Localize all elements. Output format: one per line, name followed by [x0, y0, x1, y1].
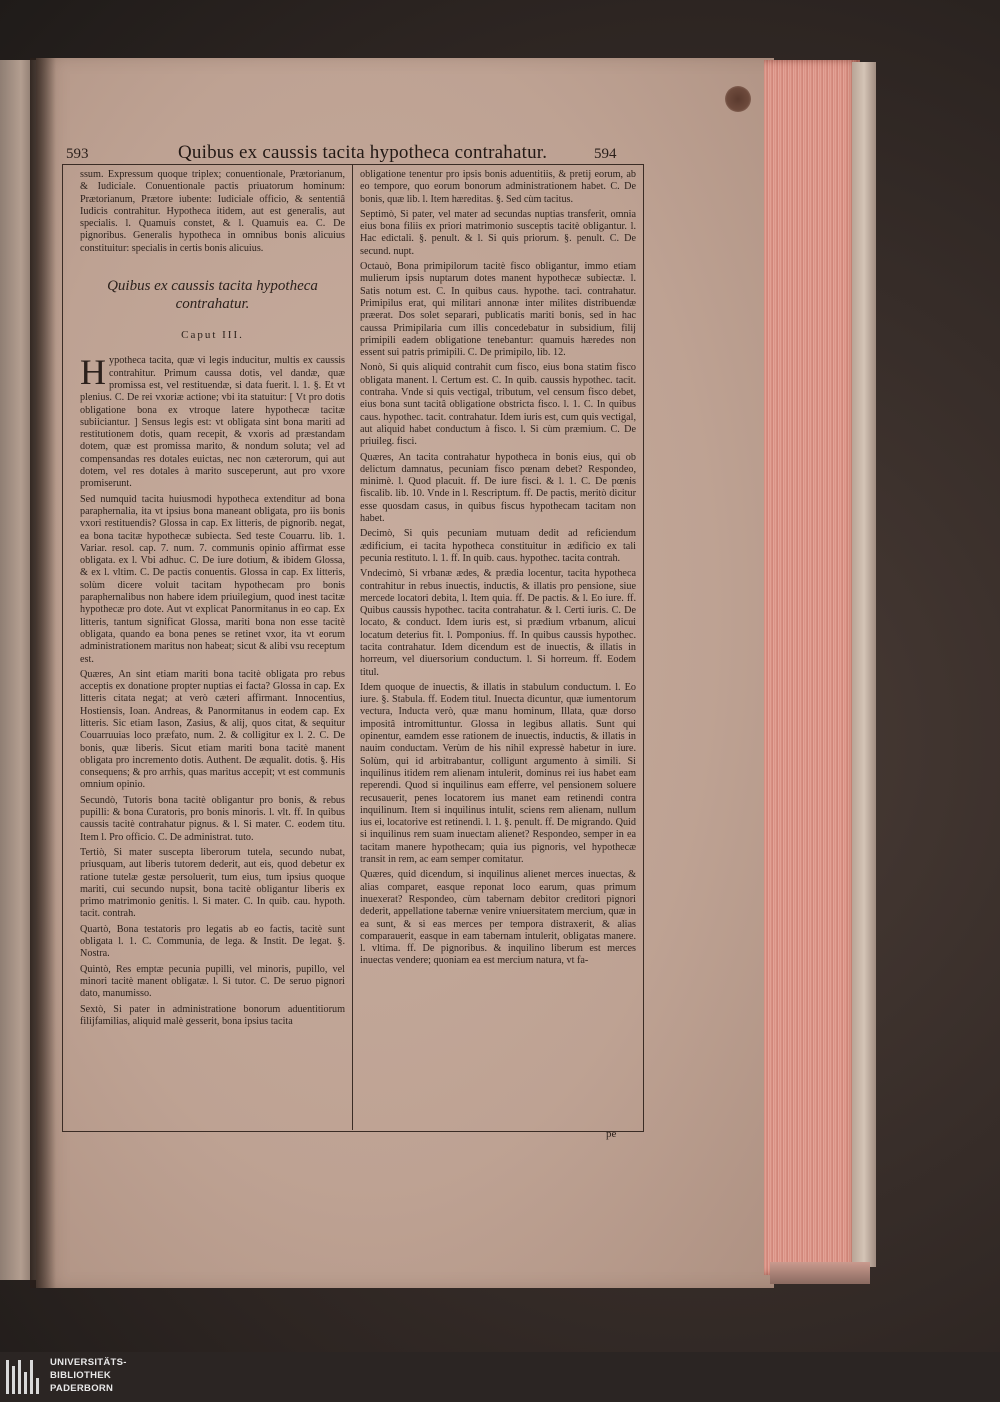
paragraph: Octauò, Bona primipilorum tacitè fisco obligantur, immo etiam mulierum ipsis nuptarum dotes manent hypothecæ subiectæ. l. Satis notum est. C. In quibus caus. hypothe. taci. contrahatur. Primipilus erat, qui militari annonæ inter milites distribuendæ præerat. Dos solet separari, publicatis mariti bonis, sed in hac caussa Primipilaria cum illis concedebatur in subsidium, filij primipili eadem obligatione tenebantur: quamuis hæredes non essent sui patris primipili. C. De primipilo, lib. 12.: [360, 261, 636, 359]
paragraph: Vndecimò, Si vrbanæ ædes, & prædia locentur, tacita hypotheca contrahitur in rebus inuectis, inductis, & illatis pro pensione, siue mercede locatori debita, l. Item quia. ff. De pactis. & l. Eo iure. ff. Quibus caussis hypothec. tacita contrahatur. & l. Certi iuris. C. De locato, & conduct. Idem iuris est, si prædium vrbanum, alicui locatum deterius fit. l. Pomponius. ff. In quibus caussis hypothec. tacita contrahatur. Idem dicendum est de inuectis, & illatis in horreum, vel diuersorium conductum. l. Si horreum. ff. Eodem titul.: [360, 568, 636, 678]
paragraph: [80, 352, 345, 490]
column-divider: [352, 164, 353, 1130]
paragraph: obligatione tenentur pro ipsis bonis aduentitiis, & pretij eorum, ab eo tempore, quo eorum bonorum administrationem habet. C. De bonis, quæ lib. l. Item hæreditas. §. Sed cùm tacitus.: [360, 169, 636, 205]
catchword: pe: [606, 1128, 617, 1140]
paragraph: Decimò, Si quis pecuniam mutuam dedit ad reficiendum ædificium, ei tacita hypotheca constituitur in ædificio ex tali pecunia restituto. l. 1. ff. In quib. caus. hypothec. tacita contrah.: [360, 528, 636, 564]
paragraph: Quartò, Bona testatoris pro legatis ab eo factis, tacitè sunt obligata l. 1. C. Communia, de lega. & Instit. De legat. §. Nostra.: [80, 923, 345, 960]
paragraph: Quintò, Res emptæ pecunia pupilli, vel minoris, pupillo, vel minori tacitè manent obligatæ. l. Si tutor. C. De seruo pignori dato, manumisso.: [80, 963, 345, 1000]
left-column: [80, 169, 345, 1119]
paragraph: Quæres, An sint etiam mariti bona tacitè obligata pro rebus acceptis ex donatione propter nuptias ei facta? Glossa in cap. Ex litteris citata negat; at verò cæteri affirmant. Innocentius, Hostiensis, Ioan. Andreas, & Panormitanus in eodem cap. Ex litteris. Sic etiam Iason, Zasius, & alij, quos citat, & sequitur Couarruuias loco præfato, num. 2. & colligitur ex l. 2. C. De bonis, quæ liberis. Sicut etiam mariti bona tacitè manent obligata pro incremento dotis. Authent. De æqualit. dotis. §. His consequens; & pro arrhis, quas maritus accepit; vt est communis omnium opinio.: [80, 668, 345, 791]
library-logo-icon[interactable]: [6, 1360, 42, 1394]
paragraph-text: ypotheca tacita, quæ vi legis inducitur, multis ex caussis contrahitur. Primum caussa dotis, vel dandæ, quæ promissa est, vel restituendæ, si data fuerit. l. 1. §. Et vt plenius. C. De rei vxoriæ actione; vbi ita statuitur: [ Vt pro dotis obligatione bona ex vtroque latere hypothecæ tacitæ subiiciantur. ] Sensus legis est: vt obligata sint bona mariti ad restitutionem dotis, quam recepit, & vxoris ad præstandam dotem, quæ est promissa marito, & nondum soluta; vel ad compensandas res dotales euictas, nec non cæterorum, qui aut dotem, vel res dotales à marito susceperunt, aut pro vxore promiserunt.: [80, 355, 345, 490]
paragraph: Septimò, Si pater, vel mater ad secundas nuptias transferit, omnia eius bona filiis ex priori matrimonio susceptis tacitè obligantur. l. Hac edictali. §. penult. & l. Si quis priorum. §. penult. C. De secund. nupt.: [360, 208, 636, 257]
spine-shadow: [30, 58, 56, 1288]
library-name-line2: BIBLIOTHEK: [50, 1370, 112, 1381]
paragraph: ssum. Expressum quoque triplex; conuentionale, Prætorianum, & Iudiciale. Conuentionale pactis priuatorum hominum: Prætorianum, Prætore iubente: Iudiciale officio, & sententiâ Iudicis contrahitur. Hypotheca itidem, aut est generalis, aut specialis. l. Quamuis constet, & l. Quamuis ea. C. De pignoribus. Generalis hypotheca in omnibus bonis alicuius constituitur: specialis in certis bonis alicuius.: [80, 169, 345, 254]
paragraph: Tertiò, Si mater suscepta liberorum tutela, secundo nubat, priusquam, aut liberis tutorem dederit, aut eis, quod debetur ex ratione tutelæ gestæ persoluerit, tum eius, tum ipsius quoque mariti, cui secundo nupsit, bona tacitè obligantur liberis ex primo matrimonio genitis. l. Si mater. C. In quib. cau. hypoth. tacit. contrah.: [80, 846, 345, 920]
paragraph: Sextò, Si pater in administratione bonorum aduentitiorum filijfamilias, aliquid malè gesserit, bona ipsius tacita: [80, 1003, 345, 1027]
right-column: [360, 169, 636, 1119]
paragraph: Sed numquid tacita huiusmodi hypotheca extenditur ad bona paraphernalia, ita vt ipsius bona maneant obligata, pro iis bonis vxori restituendis? Glossa in cap. Ex litteris, de pignorib. negat, ea bona tacitæ hypothecæ subiecta. Sed teste Couarru. lib. 1. Variar. resol. cap. 7. num. 7. communis opinio affirmat esse obligata. ex l. Vbi adhuc. C. De iure dotium, & ibidem Glossa, & ex l. vltim. C. De pactis conuentis. Glossa in cap. Ex litteris, solùm dicere voluit tacitam hypothecam pro bonis paraphernalibus non habere idem priuilegium, quod inest tacitæ hypothecæ pro dote. Aut vt explicat Panormitanus in eo cap. Ex litteris, tantum significat Glossa, mariti bona non esse tacitè obligata, quando ea bona penes se retinet vxor, ita vt eorum administrationem maritus non habeat; sicut & alibi vsu receptum est.: [80, 493, 345, 665]
drop-cap: H: [80, 352, 106, 393]
chapter-title: Quibus ex caussis tacita hypotheca contrahatur.: [107, 278, 318, 313]
library-name-line1: UNIVERSITÄTS-: [50, 1357, 127, 1368]
cover-edge: [852, 62, 876, 1267]
running-head: Quibus ex caussis tacita hypotheca contrahatur.: [178, 142, 548, 163]
paragraph: Quæres, quid dicendum, si inquilinus alienet merces inuectas, & alias comparet, easque reponat loco earum, quas primum inuexerat? Respondeo, cùm tabernam debitor creditori pignori dederit, appellatione tabernæ venire vniuersitatem mercium, quæ in ea sunt, & si eas merces per tempora distraxerit, & alias comparauerit, easque in eam tabernam intulerit, obligatas manere. l. vltima. ff. De pignoribus. & inquilino liberum est merces inuectas vendere; quoniam ea est mercium natura, vt fa-: [360, 869, 636, 967]
paragraph: Quæres, An tacita contrahatur hypotheca in bonis eius, qui ob delictum damnatus, pecuniam fisco pœnam debet? Respondeo, minimè. l. Quod placuit. ff. De iure fisci. & l. 1. C. De pœnis fiscalib. lib. 10. Vnde in l. Rescriptum. ff. De pactis, meritò dicitur esse quosdam casus, in quibus fiscus hypothecam tacitam non habet.: [360, 451, 636, 525]
chapter-number: Caput III.: [181, 329, 244, 342]
paragraph: Idem quoque de inuectis, & illatis in stabulum conductum. l. Eo iure. §. Stabula. ff. Eodem titul. Inuecta dicuntur, quæ iumentorum vectura, Inducta verò, quæ manu hominum, Illata, quæ dorso impositâ intromittuntur. Glossa in legibus allatis. Sunt qui opinentur, eamdem esse rationem de inuectis, inductis, & illatis in nauim conductam. Verùm de his nihil expressè habetur in iure. Solùm, qui id arbitrabantur, colligunt argumento à simili. Si inquilinus itidem rem alienam intulerit, dominus rei ius habet eam reperendi. Quod si inquilinus eam efferre, vel pensionem soluere recusauerit, penes locatorem ius manet eam retinendi contra inquilinum. Item si inquilinus intulit, sciens rem alienam, nullum ius ei, locatorive est retinendi. l. 1. §. penult. ff. De migrando. Quid si inquilinus rem suam inuectam alienet? Respondeo, semper in ea tacitam manere hypothecam; quia ius pignoris, vel hypothecæ transit in rem, ac eam semper comitatur.: [360, 681, 636, 866]
folio-left: 593: [66, 146, 89, 162]
library-name-line3: PADERBORN: [50, 1383, 114, 1394]
folio-right: 594: [594, 146, 617, 162]
stain-mark: [725, 86, 751, 112]
library-footer: [0, 1352, 1000, 1402]
paragraph: Nonò, Si quis aliquid contrahit cum fisco, eius bona statim fisco obligata manent. l. Certum est. C. In quib. caussis hypothec. tacit. contraha. Vnde si quis vectigal, tributum, vel censum fisco debet, eius bona sunt tacitâ obligatione obstricta fisco. l. 1. C. In quibus caus. hypothec. tacit. contrahatur. Idem iuris est, cum quis vectigal, aut aliquid habet conductum à fisco. l. Si cùm præmium. C. De priuileg. fisci.: [360, 362, 636, 448]
page-block-bottom: [770, 1262, 870, 1284]
paragraph: Secundò, Tutoris bona tacitè obligantur pro bonis, & rebus pupilli: & bona Curatoris, pro bonis minoris. l. vlt. ff. In quibus caussis tacitè contrahatur pignus. & l. Si mater. C. eodem titu. Item l. Pro officio. C. De administrat. tuto.: [80, 794, 345, 843]
page-block-edge: [764, 60, 860, 1275]
